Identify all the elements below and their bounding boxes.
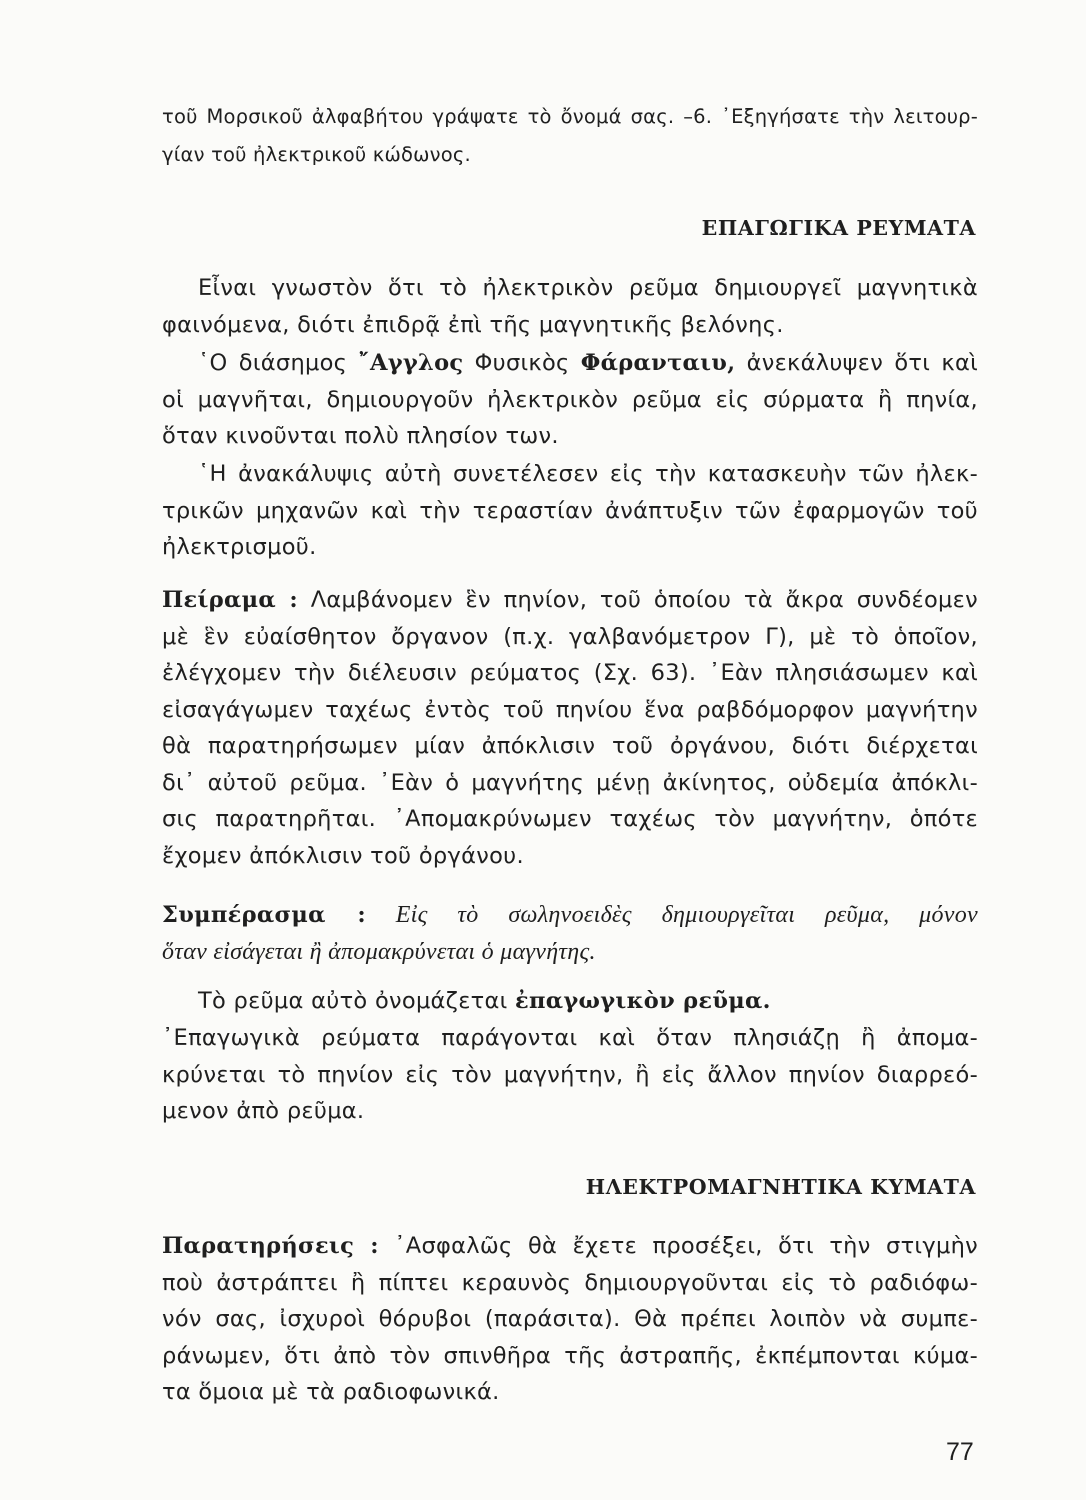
text-line: Συμπέρασμα : Εἰς τὸ σωληνοειδὲς δημιουργεῖται ρεῦμα, μόνον	[162, 902, 978, 928]
text-line: Εἶναι γνωστὸν ὅτι τὸ ἠλεκτρικὸν ρεῦμα δημιουργεῖ μαγνητικὰ	[198, 275, 978, 301]
text-line: εἰσαγάγωμεν ταχέως ἐντὸς τοῦ πηνίου ἕνα ραβδόμορφον μαγνήτην	[162, 696, 978, 723]
paragraph-faraday	[162, 345, 978, 455]
paragraph-discovery	[162, 456, 978, 566]
text-line: Τὸ ρεῦμα αὐτὸ ὀνομάζεται ἐπαγωγικὸν ρεῦμα.	[198, 988, 771, 1014]
text-line: νόν σας, ἰσχυροὶ θόρυβοι (παράσιτα). Θὰ πρέπει λοιπὸν νὰ συμπε-	[162, 1306, 978, 1332]
paragraph-induced-current	[162, 983, 978, 1020]
text-line: θὰ παρατηρήσωμεν μίαν ἀπόκλισιν τοῦ ὀργάνου, διότι διέρχεται	[162, 733, 978, 759]
text-line: ῾Η ἀνακάλυψις αὐτὴ συνετέλεσεν εἰς τὴν κατασκευὴν τῶν ἠλεκ-	[198, 461, 978, 487]
text-line: ἐλέγχομεν τὴν διέλευσιν ρεύματος (Σχ. 63). ᾿Εὰν πλησιάσωμεν καὶ	[162, 660, 978, 686]
experiment-label: Πείραμα :	[162, 587, 298, 613]
text-line: φαινόμενα, διότι ἐπιδρᾷ ἐπὶ τῆς μαγνητικῆς βελόνης.	[162, 311, 784, 338]
text-line: Παρατηρήσεις : ᾿Ασφαλῶς θὰ ἔχετε προσέξει, ὅτι τὴν στιγμὴν	[162, 1233, 978, 1259]
text-line: τα ὅμοια μὲ τὰ ραδιοφωνικά.	[162, 1379, 500, 1405]
page-number: 77	[946, 1438, 974, 1466]
text-line: Πείραμα : Λαμβάνομεν ἓν πηνίον, τοῦ ὁποίου τὰ ἄκρα συνδέομεν	[162, 587, 978, 613]
bold-term-induced-current: ἐπαγωγικὸν ρεῦμα.	[515, 988, 771, 1014]
bold-word-english: ῎Αγγλος	[358, 350, 464, 376]
text-line: κρύνεται τὸ πηνίον εἰς τὸν μαγνήτην, ἢ εἰς ἄλλον πηνίον διαρρεό-	[162, 1061, 978, 1088]
text-line: ἠλεκτρισμοῦ.	[162, 534, 317, 560]
text-line: ὅταν εἰσάγεται ἢ ἀπομακρύνεται ὁ μαγνήτης.	[162, 938, 596, 965]
text-line: ποὺ ἀστράπτει ἢ πίπτει κεραυνὸς δημιουργοῦνται εἰς τὸ ραδιόφω-	[162, 1269, 978, 1296]
bold-word-faraday: Φάρανταιυ,	[580, 350, 736, 376]
paragraph-observations	[162, 1228, 978, 1411]
text-line: μενον ἀπὸ ρεῦμα.	[162, 1098, 365, 1124]
text-line: ἔχομεν ἀπόκλισιν τοῦ ὀργάνου.	[162, 842, 524, 869]
paragraph-intro	[162, 270, 978, 343]
observations-label: Παρατηρήσεις :	[162, 1233, 379, 1259]
text-line: τοῦ Μορσικοῦ ἀλφαβήτου γράψατε τὸ ὄνομά σας. –6. ᾿Εξηγήσατε τὴν λειτουρ-	[162, 105, 978, 128]
text-line: γίαν τοῦ ἠλεκτρικοῦ κώδωνος.	[162, 143, 471, 166]
top-paragraph	[162, 98, 978, 174]
paragraph-conclusion	[162, 897, 978, 970]
section-heading-induction-currents: ΕΠΑΓΩΓΙΚΑ ΡΕΥΜΑΤΑ	[701, 216, 976, 240]
paragraph-experiment	[162, 582, 978, 874]
text-line: ὅταν κινοῦνται πολὺ πλησίον των.	[162, 423, 559, 449]
text-line: σις παρατηρῆται. ᾿Απομακρύνωμεν ταχέως τὸν μαγνήτην, ὁπότε	[162, 806, 978, 832]
text-line: ᾿Επαγωγικὰ ρεύματα παράγονται καὶ ὅταν πλησιάζῃ ἢ ἀπομα-	[162, 1025, 978, 1051]
paragraph-induced-currents-produced	[162, 1020, 978, 1130]
conclusion-label: Συμπέρασμα :	[162, 902, 366, 928]
section-heading-em-waves: ΗΛΕΚΤΡΟΜΑΓΝΗΤΙΚΑ ΚΥΜΑΤΑ	[585, 1175, 976, 1199]
text-line: οἱ μαγνῆται, δημιουργοῦν ἠλεκτρικὸν ρεῦμα εἰς σύρματα ἢ πηνία,	[162, 386, 978, 413]
text-line: δι᾿ αὐτοῦ ρεῦμα. ᾿Εὰν ὁ μαγνήτης μένῃ ἀκίνητος, οὐδεμία ἀπόκλι-	[162, 769, 978, 796]
text-line: ράνωμεν, ὅτι ἀπὸ τὸν σπινθῆρα τῆς ἀστραπῆς, ἐκπέμπονται κύμα-	[162, 1342, 978, 1369]
text-line: μὲ ἓν εὐαίσθητον ὄργανον (π.χ. γαλβανόμετρον Γ), μὲ τὸ ὁποῖον,	[162, 623, 978, 650]
text-line: τρικῶν μηχανῶν καὶ τὴν τεραστίαν ἀνάπτυξιν τῶν ἐφαρμογῶν τοῦ	[162, 497, 978, 524]
text-line: ῾Ο διάσημος ῎Αγγλος Φυσικὸς Φάρανταιυ, ἀνεκάλυψεν ὅτι καὶ	[198, 350, 978, 376]
